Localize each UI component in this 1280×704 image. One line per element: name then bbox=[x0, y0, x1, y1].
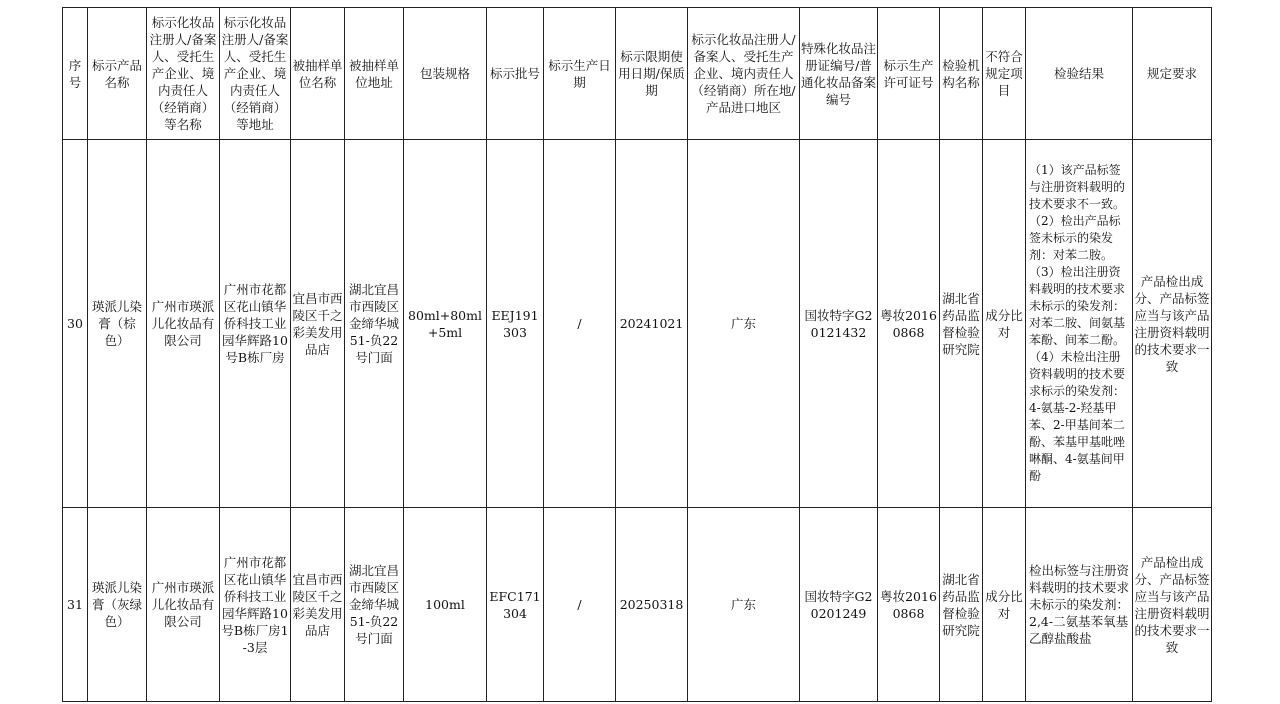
cell-expiry: 20250318 bbox=[616, 508, 688, 702]
header-cell-expiry: 标示限期使用日期/保质期 bbox=[616, 8, 688, 140]
header-cell-product: 标示产品名称 bbox=[88, 8, 147, 140]
cell-batch: EEJ191303 bbox=[487, 140, 544, 508]
header-cell-sampled-address: 被抽样单位地址 bbox=[345, 8, 404, 140]
cell-address: 广州市花都区花山镇华侨科技工业园华辉路10号B栋厂房1-3层 bbox=[220, 508, 291, 702]
cell-production-date: / bbox=[544, 140, 616, 508]
header-cell-reg-no: 特殊化妆品注册证编号/普通化妆品备案编号 bbox=[800, 8, 878, 140]
cell-no: 30 bbox=[63, 140, 88, 508]
cell-license: 粤妆20160868 bbox=[878, 140, 940, 508]
cell-sampled-unit: 宜昌市西陵区千之彩美发用品店 bbox=[291, 508, 345, 702]
cell-product: 瑛派儿染膏（灰绿色） bbox=[88, 508, 147, 702]
cell-item: 成分比对 bbox=[983, 140, 1026, 508]
cell-agency: 湖北省药品监督检验研究院 bbox=[940, 508, 983, 702]
cell-requirement: 产品检出成分、产品标签应当与该产品注册资料载明的技术要求一致 bbox=[1133, 140, 1212, 508]
header-cell-result: 检验结果 bbox=[1026, 8, 1133, 140]
table-row bbox=[63, 508, 1212, 702]
header-cell-sampled-unit: 被抽样单位名称 bbox=[291, 8, 345, 140]
cell-item: 成分比对 bbox=[983, 508, 1026, 702]
cell-requirement: 产品检出成分、产品标签应当与该产品注册资料载明的技术要求一致 bbox=[1133, 508, 1212, 702]
cell-package: 80ml+80ml+5ml bbox=[404, 140, 487, 508]
header-cell-package: 包装规格 bbox=[404, 8, 487, 140]
cell-production-date: / bbox=[544, 508, 616, 702]
header-cell-company: 标示化妆品注册人/备案人、受托生产企业、境内责任人（经销商）等名称 bbox=[147, 8, 220, 140]
cell-company: 广州市瑛派儿化妆品有限公司 bbox=[147, 508, 220, 702]
cell-reg-no: 国妆特字G20201249 bbox=[800, 508, 878, 702]
cell-batch: EFC171304 bbox=[487, 508, 544, 702]
cell-agency: 湖北省药品监督检验研究院 bbox=[940, 140, 983, 508]
cell-sampled-address: 湖北宜昌市西陵区金缔华城51-负22号门面 bbox=[345, 508, 404, 702]
cell-region: 广东 bbox=[688, 508, 800, 702]
cell-license: 粤妆20160868 bbox=[878, 508, 940, 702]
header-cell-address: 标示化妆品注册人/备案人、受托生产企业、境内责任人（经销商）等地址 bbox=[220, 8, 291, 140]
header-cell-region: 标示化妆品注册人/备案人、受托生产企业、境内责任人（经销商）所在地/产品进口地区 bbox=[688, 8, 800, 140]
header-cell-item: 不符合规定项目 bbox=[983, 8, 1026, 140]
header-cell-batch: 标示批号 bbox=[487, 8, 544, 140]
table-row bbox=[63, 140, 1212, 508]
cell-result: （1）该产品标签与注册资料载明的技术要求不一致。（2）检出产品标签未标示的染发剂：对苯二胺。（3）检出注册资料载明的技术要求未标示的染发剂：对苯二胺、间氨基苯酚、间苯二酚。（4）未检出注册资料载明的技术要求标示的染发剂：4-氨基-2-羟基甲苯、2-甲基间苯二酚、苯基甲基吡唑啉酮、4-氨基间甲酚 bbox=[1026, 140, 1133, 508]
cell-product: 瑛派儿染膏（棕色） bbox=[88, 140, 147, 508]
header-cell-license: 标示生产许可证号 bbox=[878, 8, 940, 140]
header-cell-production-date: 标示生产日期 bbox=[544, 8, 616, 140]
table-header-row bbox=[63, 8, 1212, 140]
cell-sampled-unit: 宜昌市西陵区千之彩美发用品店 bbox=[291, 140, 345, 508]
header-cell-no: 序号 bbox=[63, 8, 88, 140]
cell-company: 广州市瑛派儿化妆品有限公司 bbox=[147, 140, 220, 508]
cell-package: 100ml bbox=[404, 508, 487, 702]
cell-sampled-address: 湖北宜昌市西陵区金缔华城51-负22号门面 bbox=[345, 140, 404, 508]
cell-expiry: 20241021 bbox=[616, 140, 688, 508]
cell-address: 广州市花都区花山镇华侨科技工业园华辉路10号B栋厂房 bbox=[220, 140, 291, 508]
cell-result: 检出标签与注册资料载明的技术要求未标示的染发剂：2,4-二氨基苯氧基乙醇盐酸盐 bbox=[1026, 508, 1133, 702]
cell-reg-no: 国妆特字G20121432 bbox=[800, 140, 878, 508]
header-cell-agency: 检验机构名称 bbox=[940, 8, 983, 140]
cell-no: 31 bbox=[63, 508, 88, 702]
header-cell-requirement: 规定要求 bbox=[1133, 8, 1212, 140]
inspection-results-table bbox=[62, 7, 1212, 702]
cell-region: 广东 bbox=[688, 140, 800, 508]
